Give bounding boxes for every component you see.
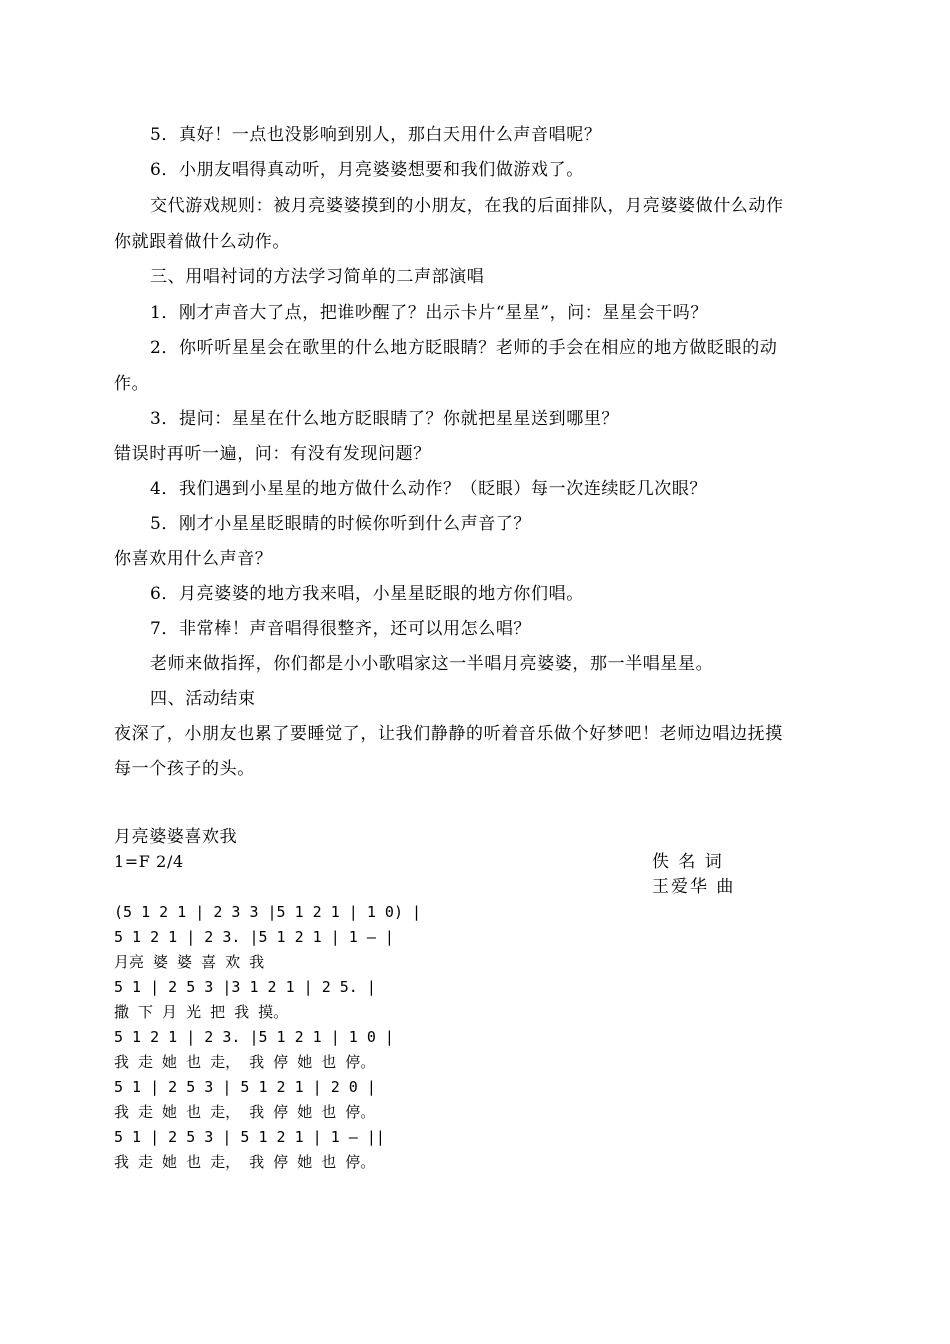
- lyricist-credit: 佚 名 词: [652, 852, 724, 872]
- paragraph: 你就跟着做什么动作。: [114, 232, 290, 252]
- paragraph: 你喜欢用什么声音？: [114, 549, 273, 569]
- score-notation: 5 1 2 1 | 2 3. |5 1 2 1 | 1 0 |: [114, 1028, 394, 1046]
- paragraph: 5．刚才小星星眨眼睛的时候你听到什么声音了？: [150, 514, 532, 534]
- score-lyrics: 撒 下 月 光 把 我 摸。: [114, 1003, 289, 1021]
- paragraph: 每一个孩子的头。: [114, 759, 255, 779]
- paragraph: 3．提问：星星在什么地方眨眼睛了？你就把星星送到哪里？: [150, 409, 620, 429]
- section-heading: 三、用唱衬词的方法学习简单的二声部演唱: [150, 267, 485, 287]
- score-lyrics: 月亮 婆 婆 喜 欢 我: [114, 953, 265, 971]
- paragraph: 4．我们遇到小星星的地方做什么动作？（眨眼）每一次连续眨几次眼？: [150, 479, 708, 499]
- song-title: 月亮婆婆喜欢我: [114, 827, 238, 847]
- paragraph: 6．月亮婆婆的地方我来唱，小星星眨眼的地方你们唱。: [150, 584, 584, 604]
- score-lyrics: 我 走 她 也 走， 我 停 她 也 停。: [114, 1103, 376, 1121]
- paragraph: 老师来做指挥，你们都是小小歌唱家这一半唱月亮婆婆，那一半唱星星。: [150, 654, 714, 674]
- score-notation: (5 1 2 1 | 2 3 3 |5 1 2 1 | 1 0) |: [114, 903, 422, 921]
- paragraph: 7．非常棒！声音唱得很整齐，还可以用怎么唱？: [150, 619, 532, 639]
- score-notation: 5 1 | 2 5 3 | 5 1 2 1 | 2 0 |: [114, 1078, 376, 1096]
- paragraph: 1．刚才声音大了点，把谁吵醒了？出示卡片“星星”，问：星星会干吗？: [150, 303, 708, 323]
- paragraph: 错误时再听一遍，问：有没有发现问题？: [114, 444, 431, 464]
- song-key: 1=F 2/4: [114, 852, 184, 871]
- score-lyrics: 我 走 她 也 走， 我 停 她 也 停。: [114, 1053, 376, 1071]
- paragraph: 夜深了，小朋友也累了要睡觉了，让我们静静的听着音乐做个好梦吧！老师边唱边抚摸: [114, 724, 783, 744]
- paragraph: 5．真好！一点也没影响到别人，那白天用什么声音唱呢？: [150, 125, 602, 145]
- score-notation: 5 1 | 2 5 3 | 5 1 2 1 | 1 — ||: [114, 1128, 385, 1146]
- score-notation: 5 1 2 1 | 2 3. |5 1 2 1 | 1 — |: [114, 928, 394, 946]
- section-heading: 四、活动结束: [150, 689, 256, 709]
- composer-credit: 王爱华 曲: [652, 877, 736, 897]
- paragraph: 2．你听听星星会在歌里的什么地方眨眼睛？老师的手会在相应的地方做眨眼的动: [150, 338, 778, 358]
- score-lyrics: 我 走 她 也 走， 我 停 她 也 停。: [114, 1153, 376, 1171]
- score-notation: 5 1 | 2 5 3 |3 1 2 1 | 2 5. |: [114, 978, 376, 996]
- paragraph: 作。: [114, 374, 150, 394]
- paragraph: 交代游戏规则：被月亮婆婆摸到的小朋友，在我的后面排队，月亮婆婆做什么动作: [150, 196, 784, 216]
- paragraph: 6．小朋友唱得真动听，月亮婆婆想要和我们做游戏了。: [150, 160, 584, 180]
